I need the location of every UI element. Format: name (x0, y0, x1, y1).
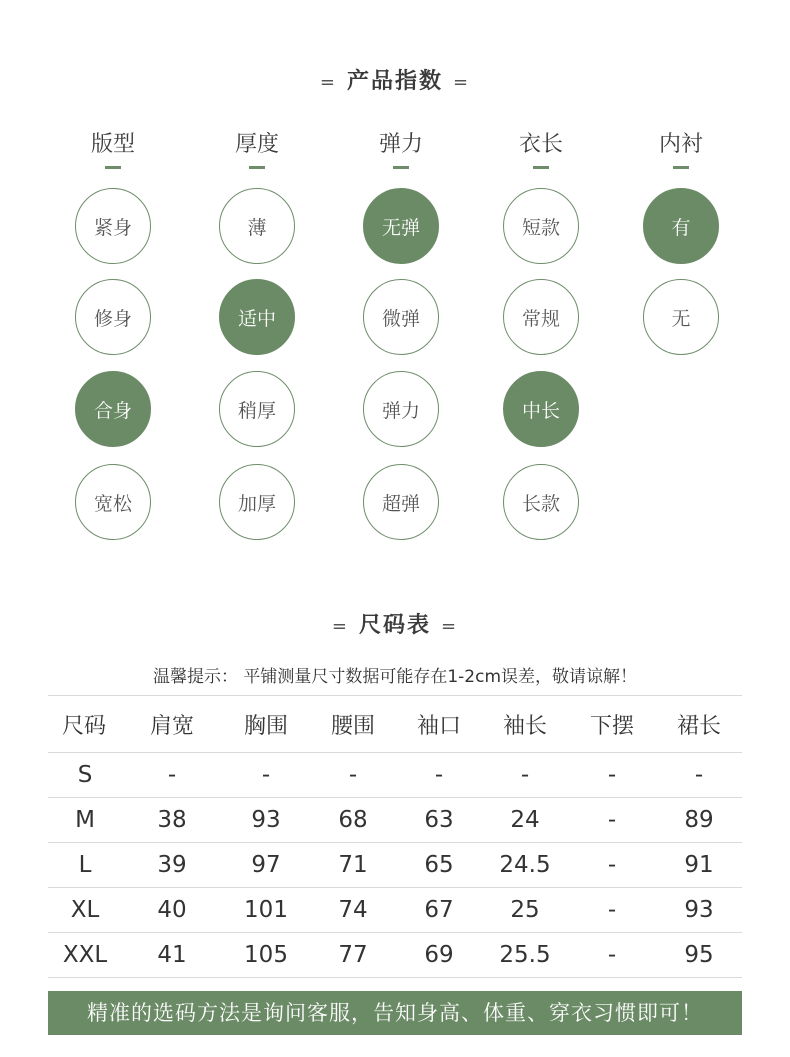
column-header: 袖长 (502, 713, 547, 739)
table-cell: 39 (157, 852, 187, 878)
table-cell: - (694, 762, 704, 788)
table-row (48, 753, 742, 798)
table-header-row (48, 696, 742, 753)
table-cell: - (607, 942, 617, 968)
index-column (68, 130, 158, 169)
table-cell: - (261, 762, 271, 788)
table-row (48, 798, 742, 843)
table-cell: 68 (338, 807, 368, 833)
table-cell: - (348, 762, 358, 788)
column-header: 胸围 (243, 713, 288, 739)
measurement-tip: 温馨提示： 平铺测量尺寸数据可能存在1-2cm误差，敬请谅解！ (152, 667, 638, 687)
index-column-label: 弹力 (378, 132, 423, 157)
table-cell: 24 (510, 807, 540, 833)
table-cell: - (607, 807, 617, 833)
table-cell: 97 (251, 852, 281, 878)
table-row (48, 888, 742, 933)
table-cell: 65 (424, 852, 454, 878)
index-option: 长款 (503, 464, 579, 540)
size-label: XXL (62, 942, 108, 968)
index-column (496, 130, 586, 169)
index-option: 常规 (503, 279, 579, 355)
index-column (212, 130, 302, 169)
index-option-selected: 有 (643, 188, 719, 264)
column-underline (105, 166, 121, 169)
column-header: 尺码 (62, 713, 107, 739)
title-deco-left: = (319, 72, 337, 93)
table-row (48, 843, 742, 888)
table-cell: - (607, 852, 617, 878)
product-index-title-text: 产品指数 (346, 69, 443, 94)
table-cell: 38 (157, 807, 187, 833)
table-cell: 89 (684, 807, 714, 833)
table-cell: 25 (510, 897, 540, 923)
index-option: 紧身 (75, 188, 151, 264)
index-column (356, 130, 446, 169)
column-header: 肩宽 (149, 713, 194, 739)
size-table (48, 695, 742, 978)
index-option: 无 (643, 279, 719, 355)
index-column-label: 内衬 (658, 132, 703, 157)
table-cell: 25.5 (499, 942, 551, 968)
size-label: S (77, 762, 93, 788)
column-underline (673, 166, 689, 169)
index-option-selected: 合身 (75, 371, 151, 447)
table-cell: 67 (424, 897, 454, 923)
table-cell: 101 (244, 897, 288, 923)
index-option: 超弹 (363, 464, 439, 540)
column-header: 裙长 (676, 713, 721, 739)
column-header: 袖口 (416, 713, 461, 739)
table-row (48, 933, 742, 978)
index-column-label: 版型 (90, 132, 135, 157)
index-option-selected: 无弹 (363, 188, 439, 264)
column-header: 下摆 (589, 713, 634, 739)
table-cell: 105 (244, 942, 288, 968)
index-option: 弹力 (363, 371, 439, 447)
index-option: 微弹 (363, 279, 439, 355)
index-option: 短款 (503, 188, 579, 264)
index-column-label: 厚度 (234, 132, 279, 157)
table-cell: 93 (251, 807, 281, 833)
index-column-label: 衣长 (518, 132, 563, 157)
column-underline (249, 166, 265, 169)
size-chart-title (0, 608, 790, 639)
index-option: 加厚 (219, 464, 295, 540)
size-label: L (78, 852, 92, 878)
table-cell: - (167, 762, 177, 788)
table-cell: 41 (157, 942, 187, 968)
product-index-title (0, 64, 790, 95)
title-deco-right: = (441, 616, 459, 637)
table-cell: - (607, 762, 617, 788)
table-cell: - (434, 762, 444, 788)
table-cell: 63 (424, 807, 454, 833)
column-header: 腰围 (330, 713, 375, 739)
table-cell: 71 (338, 852, 368, 878)
index-column (636, 130, 726, 169)
table-cell: - (520, 762, 530, 788)
index-option-selected: 适中 (219, 279, 295, 355)
table-cell: 24.5 (499, 852, 551, 878)
size-label: M (75, 807, 95, 833)
table-cell: 95 (684, 942, 714, 968)
table-cell: 91 (684, 852, 714, 878)
table-cell: 93 (684, 897, 714, 923)
index-option: 薄 (219, 188, 295, 264)
size-label: XL (70, 897, 100, 923)
size-chart-title-text: 尺码表 (358, 613, 431, 638)
table-cell: 77 (338, 942, 368, 968)
column-underline (393, 166, 409, 169)
index-option-selected: 中长 (503, 371, 579, 447)
column-underline (533, 166, 549, 169)
index-option: 稍厚 (219, 371, 295, 447)
title-deco-left: = (331, 616, 349, 637)
table-cell: 74 (338, 897, 368, 923)
title-deco-right: = (453, 72, 471, 93)
index-option: 宽松 (75, 464, 151, 540)
index-option: 修身 (75, 279, 151, 355)
sizing-advice-banner: 精准的选码方法是询问客服，告知身高、体重、穿衣习惯即可！ (48, 991, 742, 1035)
table-cell: 69 (424, 942, 454, 968)
table-cell: - (607, 897, 617, 923)
table-cell: 40 (157, 897, 187, 923)
